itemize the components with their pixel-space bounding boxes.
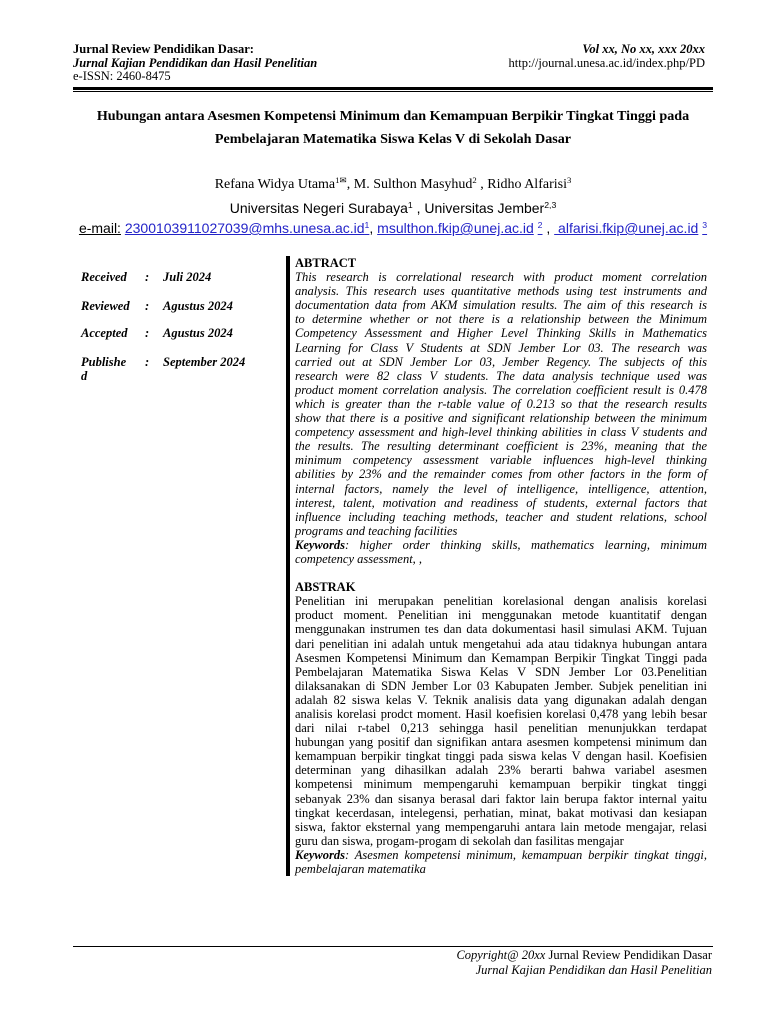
author-name: M. Sulthon Masyhud xyxy=(353,177,473,192)
affiliation-line xyxy=(73,199,713,219)
abstract-en-line: the results. The resulting determinant coefficient is 23%, meaning that the xyxy=(295,439,707,454)
abstract-id-heading: ABSTRAK xyxy=(295,580,356,595)
footer-copyright xyxy=(456,948,712,963)
date-value: Juli 2024 xyxy=(163,270,212,284)
abstract-en-keywords xyxy=(295,538,707,552)
date-label: Received xyxy=(81,270,127,284)
abstract-en-line: analysis. This research uses quantitative methods using test instruments and xyxy=(295,284,707,299)
journal-subtitle: Jurnal Kajian Pendidikan dan Hasil Penelitian xyxy=(73,55,318,70)
email-separator: , xyxy=(369,220,378,236)
email-address[interactable]: msulthon.fkip@unej.ac.id xyxy=(377,220,534,236)
email-mark-link-3[interactable] xyxy=(702,220,707,236)
email-address[interactable]: alfarisi.fkip@unej.ac.id xyxy=(554,220,699,236)
abstract-id-line: determinan yang dihasilkan adalah 23% berarti bahwa variabel asesmen xyxy=(295,763,707,778)
author-mark: 3 xyxy=(566,175,572,186)
author-line xyxy=(73,176,713,194)
email-link-1[interactable] xyxy=(125,220,370,236)
copyright-journal: Jurnal Review Pendidikan Dasar xyxy=(545,948,712,962)
abstract-id-keywords xyxy=(295,848,707,862)
abstract-en-line: This research is correlational research with product moment correlation xyxy=(295,270,707,285)
author-name: Refana Widya Utama xyxy=(214,177,336,192)
keywords-label: Keywords xyxy=(295,847,345,862)
volume-info: Vol xx, No xx, xxx 20xx xyxy=(582,42,705,57)
keywords-text: : Asesmen kompetensi minimum, kemampuan berpikir tingkat tinggi, xyxy=(345,847,707,862)
email-separator: , xyxy=(542,220,555,236)
header-rule-thick xyxy=(73,87,713,90)
abstract-id-line: adalah 82 siswa kelas V. Teknik analisis data yang digunakan adalah dengan xyxy=(295,692,707,707)
abstract-id-line: product moment. Penelitian ini menggunakan metode kuantitatif dengan xyxy=(295,608,707,623)
abstract-id-line: analisis korelasi prodct moment. Hasil koefisien korelasi 0,478 yang lebih besar xyxy=(295,707,707,721)
abstract-en-body xyxy=(295,270,707,538)
email-address[interactable]: 2300103911027039@mhs.unesa.ac.id xyxy=(124,220,365,236)
section-spacer xyxy=(295,566,707,580)
abstract-en-line: abilities by 23% and the remainder comes from other factors in the form of xyxy=(295,467,707,482)
abstract-id-line: menggunakan instrumen tes dan data dokumentasi hasil simulasi AKM. Tujuan xyxy=(295,622,707,637)
date-reviewed xyxy=(81,299,271,329)
issn: e-ISSN: 2460-8475 xyxy=(73,69,171,84)
date-label: Reviewed xyxy=(81,299,130,313)
journal-url: http://journal.unesa.ac.id/index.php/PD xyxy=(508,55,705,70)
abstract-id-body xyxy=(295,594,707,848)
abstract-en-line: which is greater than the r-table value of 0.213 so that the research results xyxy=(295,396,707,411)
abstract-id-line: dari penelitian ini adalah untuk mengetahui ada atau tidaknya hubungan antara xyxy=(295,636,707,651)
abstract-en-line: carried out at SDN Jember Lor 03, Jember Regency. The subjects of this xyxy=(295,354,707,369)
journal-header-right xyxy=(509,43,706,70)
email-label: e-mail: xyxy=(78,220,121,236)
affiliation-mark: 1 xyxy=(407,200,413,211)
keywords-label: Keywords xyxy=(295,537,345,552)
keywords-text: : higher order thinking skills, mathematics learning, minimum xyxy=(345,537,707,552)
header-rule-thin xyxy=(73,91,713,92)
abstract-id-line: siswa, faktor eksternal yang mempengaruhi antara lain metode mengajar, relasi xyxy=(295,819,707,834)
date-value: September 2024 xyxy=(163,355,246,369)
email-link-3[interactable] xyxy=(554,220,698,236)
email-mark[interactable]: 3 xyxy=(702,220,708,231)
abstract-en-line: competency assessment and high-level thinking abilities in class V students and xyxy=(295,425,707,440)
abstract-en-line: research were 82 class V students. The data analysis technique used was xyxy=(295,368,707,383)
abstract-en-line: to determine whether or not there is a relationship between the Minimum xyxy=(295,312,707,327)
date-separator: : xyxy=(145,299,150,313)
abstract-divider-bar xyxy=(286,256,290,876)
affiliation-mark: 2,3 xyxy=(544,200,557,211)
abstract-id-line: guru dan siswa, progam-progam di sekolah dan fasilitas mengajar xyxy=(295,833,624,848)
date-separator: : xyxy=(145,355,150,369)
abstract-en-line: documentation data from AKM simulation results. The aim of this research is xyxy=(295,298,707,313)
email-line xyxy=(40,219,746,239)
abstract-id-line: hubungan yang positif dan signifikan antara asesmen kompetensi minimum dan xyxy=(295,735,707,750)
author-mark: 1✉ xyxy=(335,175,347,186)
date-separator: : xyxy=(145,326,150,340)
abstract-en-line: show that there is a positive and significant relationship between the minimum xyxy=(295,411,707,426)
footer xyxy=(456,948,712,977)
affiliation-separator: , xyxy=(412,200,425,216)
date-value: Agustus 2024 xyxy=(163,326,233,340)
abstract-id-line: kemampuan berpikir tingkat tinggi pada siswa kelas V dengan hasil. Koefisien xyxy=(295,749,707,764)
date-value: Agustus 2024 xyxy=(163,299,233,313)
abstract-en-line: influence including teaching methods, teacher and student relations, school xyxy=(295,509,707,524)
author-separator: , xyxy=(346,177,354,192)
abstract-en-line: Competency Assessment and Higher Level Thinking Skills in Mathematics xyxy=(295,326,707,341)
abstract-id-line: dilaksanakan di SDN Jember Lor 03 Kabupaten Jember. Subjek penelitian ini xyxy=(295,678,707,693)
affiliation-name: Universitas Jember xyxy=(424,200,545,216)
abstract-en-line: internal factors, namely the level of intelligence, intelligence, attention, xyxy=(295,481,707,496)
email-link-2[interactable] xyxy=(377,220,534,236)
abstract-section xyxy=(295,256,707,876)
footer-journal-subtitle: Jurnal Kajian Pendidikan dan Hasil Penelitian xyxy=(475,962,712,977)
author-separator: , xyxy=(476,177,488,192)
abstract-id-keywords-continued: pembelajaran matematika xyxy=(295,862,426,877)
email-mark[interactable]: 2 xyxy=(537,220,543,231)
abstract-en-line: minimum competency assessment variable influences high-level thinking xyxy=(295,453,707,468)
abstract-id-line: Asesmen Kompetensi Minimum dan Kemampan Berpikir Tingkat Tinggi pada xyxy=(295,650,707,665)
article-title xyxy=(73,105,713,151)
abstract-en-line: interest, talent, motivation and readiness of students, external factors that xyxy=(295,495,707,510)
abstract-id-line: tingkat kecerdasan, intelegensi, perhatian, minat, bakat motivasi dan kesiapan xyxy=(295,805,707,820)
abstract-id-line: sebanyak 23% dan sisanya berasal dari faktor lain berupa faktor internal yaitu xyxy=(295,791,707,806)
title-line-2: Pembelajaran Matematika Siswa Kelas V di Sekolah Dasar xyxy=(214,130,572,147)
footer-rule xyxy=(73,946,713,947)
date-published xyxy=(81,355,271,385)
abstract-en-line: product moment correlation analysis. The correlation coefficient result is 0.478 xyxy=(295,382,707,397)
email-mark[interactable]: 1 xyxy=(364,220,370,231)
date-received xyxy=(81,270,271,300)
abstract-en-keywords-continued: competency assessment, , xyxy=(295,551,423,566)
abstract-id-line: Pembelajaran Matematika Siswa Kelas V SDN Jember Lor 03.Penelitian xyxy=(295,664,707,679)
abstract-id-line: Penelitian ini merupakan penelitian korelasional dengan analisis korelasi xyxy=(295,594,707,609)
date-label: Accepted xyxy=(81,326,128,340)
date-separator: : xyxy=(145,270,150,284)
abstract-id-line: kompetensi minimum mempengaruhi kemampuan berpikir tingkat tinggi xyxy=(295,777,707,792)
journal-name: Jurnal Review Pendidikan Dasar: xyxy=(73,42,254,57)
journal-header-left xyxy=(73,43,317,84)
affiliation-name: Universitas Negeri Surabaya xyxy=(229,200,408,216)
title-line-1: Hubungan antara Asesmen Kompetensi Minimum dan Kemampuan Berpikir Tingkat Tinggi pada xyxy=(96,107,690,124)
abstract-en-line: programs and teaching facilities xyxy=(295,523,458,538)
author-mark: 2 xyxy=(472,175,477,186)
abstract-en-line: Learning for Class V Students at SDN Jember Lor 03. The research was xyxy=(295,340,707,355)
copyright-label: Copyright@ 20xx xyxy=(456,948,546,962)
author-name: Ridho Alfarisi xyxy=(487,177,567,192)
date-accepted xyxy=(81,326,271,356)
date-label: Published xyxy=(81,355,127,384)
abstract-en-heading: ABTRACT xyxy=(295,256,357,270)
abstract-id-line: dari nilai r-tabel 0,213 sehingga hasil penelitian menunjukkan terdapat xyxy=(295,721,707,736)
